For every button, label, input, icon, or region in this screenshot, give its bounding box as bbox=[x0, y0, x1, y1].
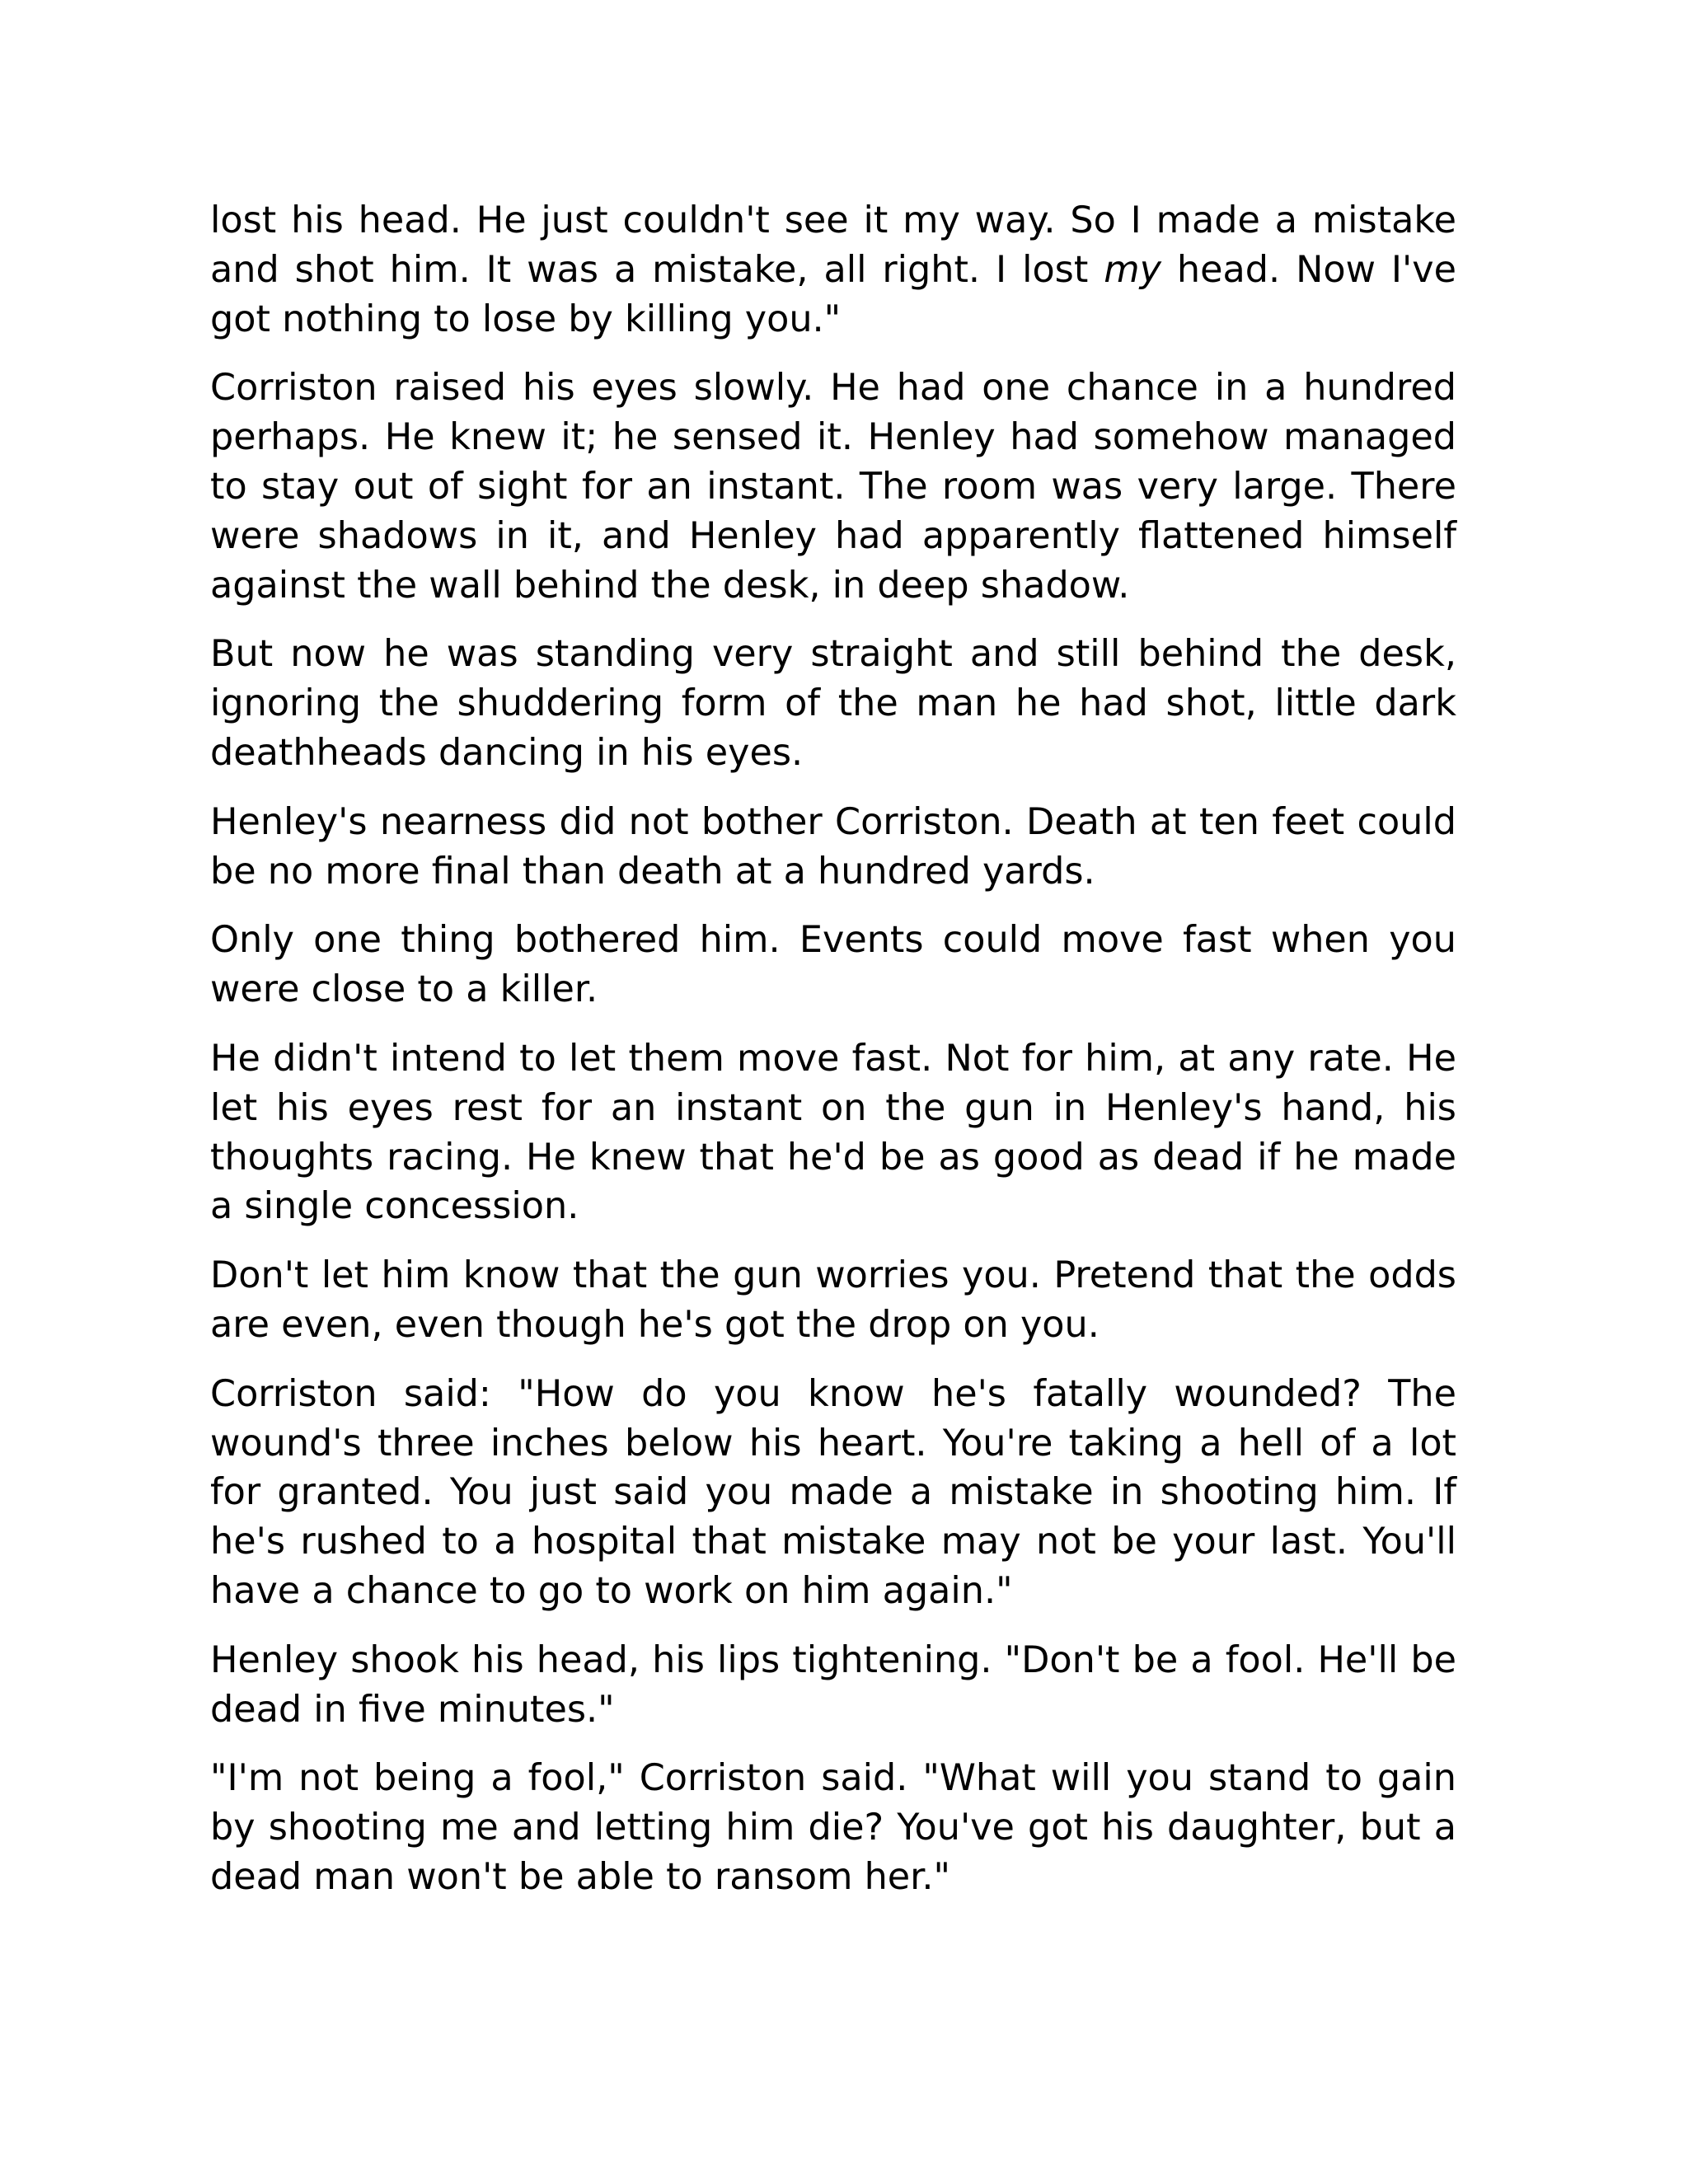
paragraph-8: Corriston said: "How do you know he's fatally wounded? The wound's three inches below his heart. You're taking a hell of a lot for granted. You just said you made a mistake in shooting him. If he's rushed to a hospital that mistake may not be your last. You'll have a chance to go to work on him again." bbox=[210, 1372, 1456, 1612]
emphasis-my: my bbox=[1104, 248, 1161, 291]
paragraph-5: Only one thing bothered him. Events could move fast when you were close to a killer. bbox=[210, 919, 1456, 1011]
paragraph-4: Henley's nearness did not bother Corriston. Death at ten feet could be no more final than death at a hundred yards. bbox=[210, 800, 1456, 893]
paragraph-9: Henley shook his head, his lips tightening. "Don't be a fool. He'll be dead in five minutes." bbox=[210, 1638, 1456, 1731]
paragraph-1-part-1: lost his head. He just couldn't see it my way. So I made a mistake and shot him. It was a mistake, all right. I lost bbox=[210, 199, 1456, 291]
paragraph-1 bbox=[210, 196, 1456, 344]
paragraph-6: He didn't intend to let them move fast. Not for him, at any rate. He let his eyes rest for an instant on the gun in Henley's hand, his thoughts racing. He knew that he'd be as good as dead if he made a single concession. bbox=[210, 1037, 1456, 1228]
paragraph-1-part-2: head. Now I've got nothing to lose by killing you." bbox=[210, 248, 1456, 340]
paragraph-7: Don't let him know that the gun worries you. Pretend that the odds are even, even though he's got the drop on you. bbox=[210, 1254, 1456, 1346]
paragraph-10: "I'm not being a fool," Corriston said. "What will you stand to gain by shooting me and letting him die? You've got his daughter, but a dead man won't be able to ransom her." bbox=[210, 1757, 1456, 1898]
page-body bbox=[210, 196, 1456, 1922]
paragraph-3: But now he was standing very straight and still behind the desk, ignoring the shuddering form of the man he had shot, little dark deathheads dancing in his eyes. bbox=[210, 633, 1456, 774]
paragraph-2: Corriston raised his eyes slowly. He had one chance in a hundred perhaps. He knew it; he sensed it. Henley had somehow managed to stay out of sight for an instant. The room was very large. There were shadows in it, and Henley had apparently flattened himself against the wall behind the desk, in deep shadow. bbox=[210, 367, 1456, 607]
